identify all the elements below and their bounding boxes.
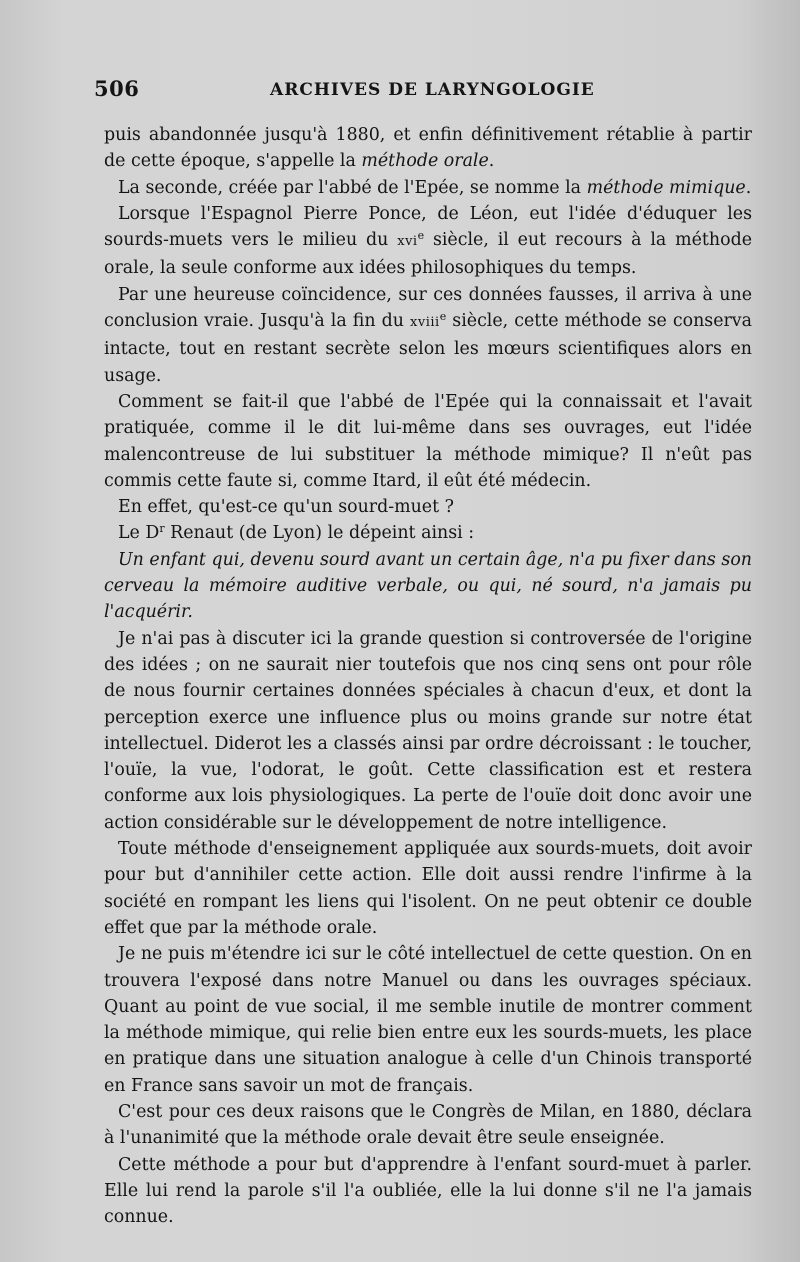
- paragraph-1-end: .: [488, 151, 495, 172]
- superscript-r: r: [159, 522, 165, 536]
- superscript-e: e: [439, 310, 447, 324]
- paragraph-6: En effet, qu'est-ce qu'un sourd-muet ?: [118, 497, 454, 518]
- term-methode-mimique: méthode mimique: [586, 177, 746, 198]
- paragraph-5: Comment se fait-il que l'abbé de l'Epée qui la connaissait et l'avait pratiquée, comme il le dit lui-même dans ses ouvrages, eut l'idée malencontreuse de lui substituer la méthode mimique? Il n'eût pas commis cette faute si, comme Itard, il eût été médecin.: [104, 391, 752, 491]
- page-header: [94, 76, 754, 104]
- century-xviii: xviii: [410, 315, 440, 331]
- paragraph-3-text-a: Lorsque l'Espagnol Pierre Ponce, de Léon, eut l'idée d'éduquer les sourds-muets vers le milieu du: [104, 203, 752, 251]
- paragraph-12: C'est pour ces deux raisons que le Congrès de Milan, en 1880, déclara à l'unanimité que la méthode orale devait être seule enseignée.: [104, 1101, 752, 1149]
- paragraph-10: Toute méthode d'enseignement appliquée aux sourds-muets, doit avoir pour but d'annihiler cette action. Elle doit aussi rendre l'infirme à la société en rompant les liens qui l'isolent. On ne peut obtenir ce double effet que par la méthode orale.: [104, 839, 752, 938]
- paragraph-4-text-b: siècle, cette méthode se conserva intacte, tout en restant secrète selon les mœurs scientifiques alors en usage.: [104, 311, 752, 386]
- paragraph-1: [104, 122, 752, 175]
- century-xvi: xvi: [397, 234, 418, 250]
- paragraph-1-text: puis abandonnée jusqu'à 1880, et enfin définitivement rétablie à partir de cette époque, s'appelle la: [104, 125, 752, 172]
- paragraph-2: [104, 175, 752, 201]
- paragraph-4: [104, 282, 752, 389]
- paragraph-9: Je n'ai pas à discuter ici la grande question si controversée de l'origine des idées ; on ne saurait nier toutefois que nos cinq sens ont pour rôle de nous fournir certaines données spéciales à chacun d'eux, et dont la perception exerce une influence plus ou moins grande sur notre état intellectuel. Diderot les a classés ainsi par ordre décroissant : le toucher, l'ouïe, la vue, l'odorat, le goût. Cette classification est et restera conforme aux lois physiologiques. La perte de l'ouïe doit donc avoir une action considérable sur le développement de notre intelligence.: [104, 628, 752, 833]
- page-number: 506: [94, 76, 140, 101]
- paragraph-13: Cette méthode a pour but d'apprendre à l'enfant sourd-muet à parler. Elle lui rend la parole s'il l'a oubliée, elle la lui donne s'il ne l'a jamais connue.: [104, 1154, 752, 1228]
- superscript-e: e: [417, 229, 425, 243]
- paragraph-3-text-b: siècle, il eut recours à la méthode orale, la seule conforme aux idées philosophiques du temps.: [104, 230, 752, 279]
- paragraph-11: Je ne puis m'étendre ici sur le côté intellectuel de cette question. On en trouvera l'exposé dans notre Manuel ou dans les ouvrages spéciaux. Quant au point de vue social, il me semble inutile de montrer comment la méthode mimique, qui relie bien entre eux les sourds-muets, les place en pratique dans une situation analogue à celle d'un Chinois transporté en France sans savoir un mot de français.: [104, 944, 752, 1096]
- paragraph-2-end: .: [745, 177, 752, 198]
- paragraph-4-text-a: Par une heureuse coïncidence, sur ces données fausses, il arriva à une conclusion vraie. Jusqu'à la fin du: [104, 284, 752, 332]
- paragraph-7: [104, 520, 752, 546]
- paragraph-7-text-b: Renaut (de Lyon) le dépeint ainsi :: [164, 523, 475, 544]
- running-title: ARCHIVES DE LARYNGOLOGIE: [270, 80, 595, 100]
- paragraph-2-text: La seconde, créée par l'abbé de l'Epée, se nomme la: [118, 177, 587, 198]
- body-text: [104, 122, 752, 1230]
- paragraph-3: [104, 201, 752, 282]
- paragraph-7-text-a: Le D: [118, 523, 160, 544]
- term-methode-orale: méthode orale: [361, 151, 489, 172]
- quote-renaut: Un enfant qui, devenu sourd avant un certain âge, n'a pu fixer dans son cerveau la mémoire auditive verbale, ou qui, né sourd, n'a jamais pu l'acquérir.: [104, 549, 752, 623]
